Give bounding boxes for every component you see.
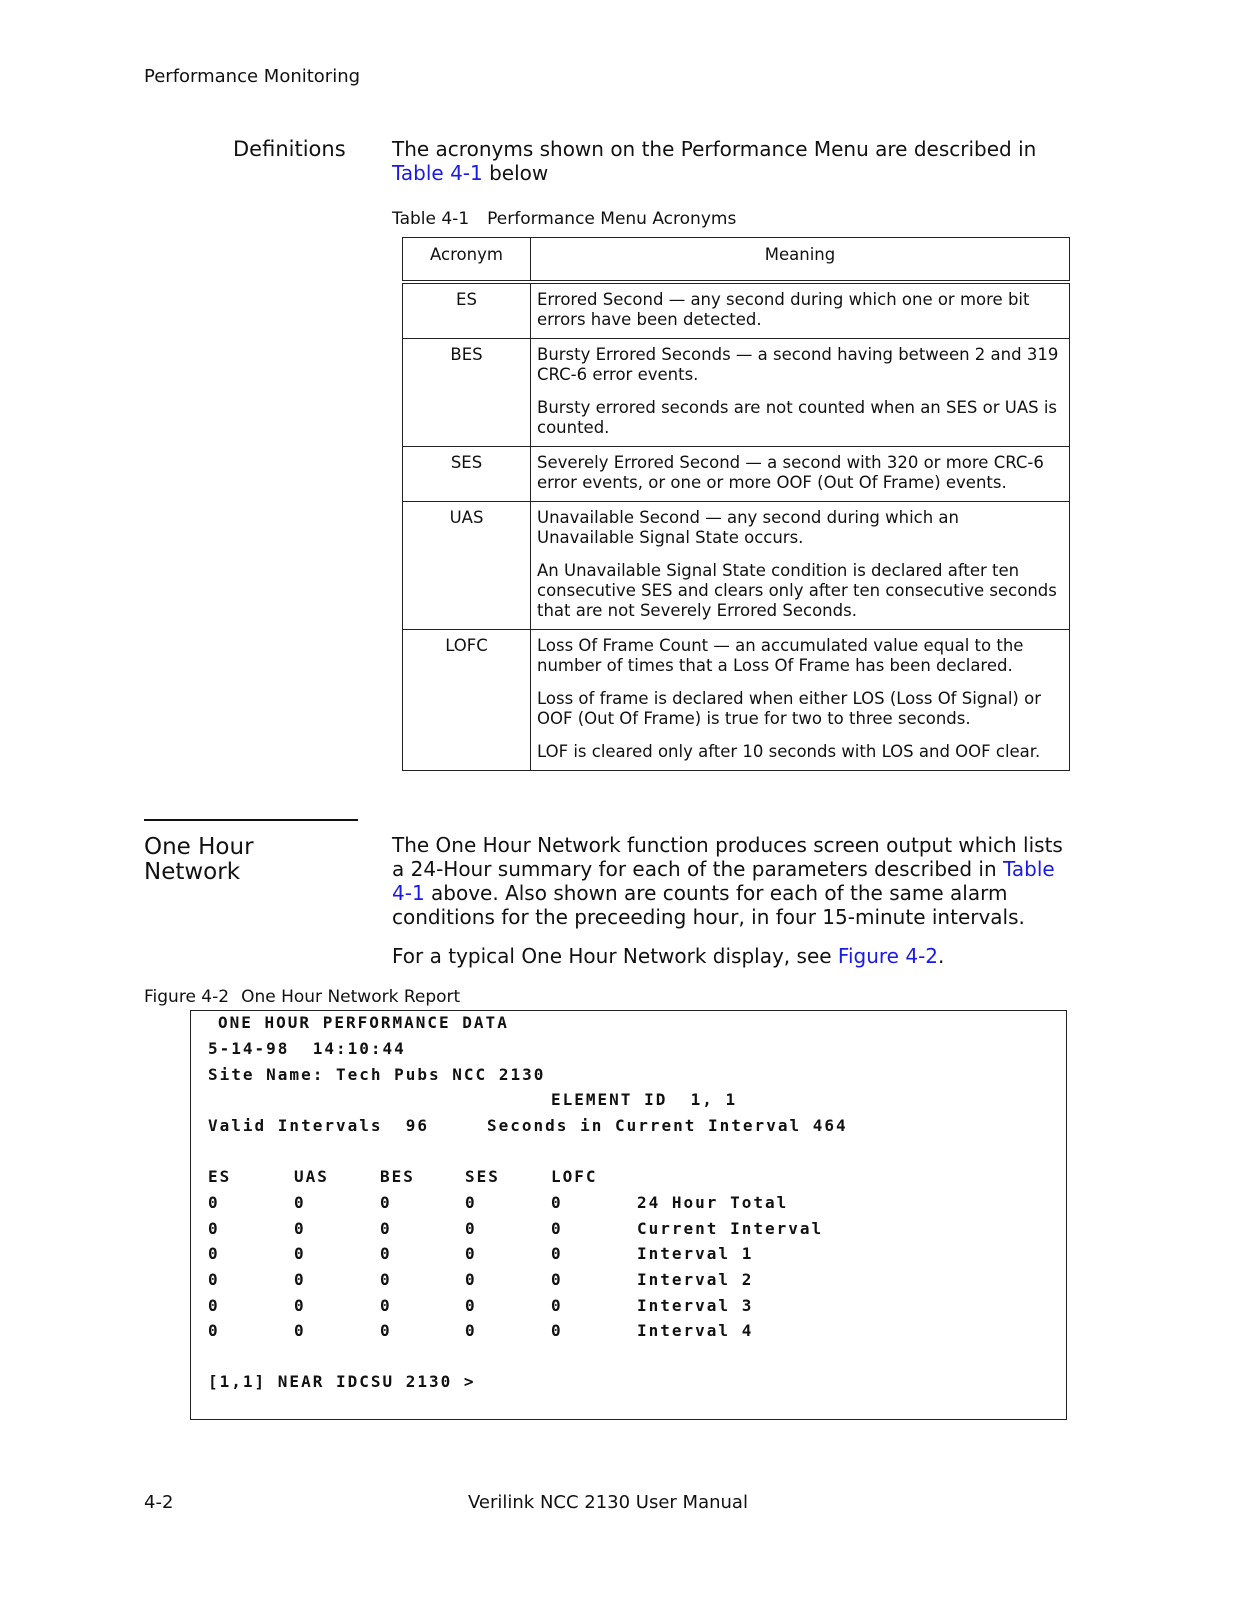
meaning-text: Loss Of Frame Count — an accumulated value equal to the number of times that a Loss Of Frame has been declared. bbox=[537, 636, 1024, 675]
value-ses: 0 bbox=[465, 1321, 477, 1340]
column-header-acronym: Acronym bbox=[403, 238, 531, 283]
acronym-cell: ES bbox=[403, 282, 531, 339]
section-title-definitions: Definitions bbox=[233, 137, 346, 161]
value-lofc: 0 bbox=[551, 1193, 563, 1212]
one-hour-paragraph bbox=[392, 944, 1072, 968]
table-4-1-link[interactable]: Table 4-1 bbox=[392, 161, 483, 185]
value-uas: 0 bbox=[294, 1193, 306, 1212]
value-lofc: 0 bbox=[551, 1219, 563, 1238]
report-element-id: ELEMENT ID 1, 1 bbox=[551, 1090, 738, 1109]
value-ses: 0 bbox=[465, 1270, 477, 1289]
one-hour-text-end: above. Also shown are counts for each of the same alarm conditions for the preceeding hour, in four 15-minute intervals. bbox=[392, 881, 1025, 929]
row-label: Interval 3 bbox=[637, 1296, 754, 1315]
value-lofc: 0 bbox=[551, 1321, 563, 1340]
one-hour-text-end: . bbox=[938, 944, 945, 968]
value-uas: 0 bbox=[294, 1244, 306, 1263]
definitions-text: The acronyms shown on the Performance Menu are described in bbox=[392, 137, 1037, 161]
table-row bbox=[403, 447, 1070, 502]
column-header-es: ES bbox=[208, 1167, 232, 1186]
figure-caption bbox=[144, 987, 460, 1007]
report-title: ONE HOUR PERFORMANCE DATA bbox=[218, 1013, 509, 1032]
row-label: Interval 2 bbox=[637, 1270, 754, 1289]
meaning-text: LOF is cleared only after 10 seconds with LOS and OOF clear. bbox=[537, 742, 1041, 761]
table-row bbox=[403, 630, 1070, 771]
value-uas: 0 bbox=[294, 1270, 306, 1289]
value-es: 0 bbox=[208, 1321, 220, 1340]
value-bes: 0 bbox=[380, 1270, 392, 1289]
column-header-bes: BES bbox=[380, 1167, 415, 1186]
report-datetime: 5-14-98 14:10:44 bbox=[208, 1039, 406, 1058]
acronym-cell: BES bbox=[403, 339, 531, 447]
meaning-text: Bursty errored seconds are not counted when an SES or UAS is counted. bbox=[537, 398, 1058, 437]
value-bes: 0 bbox=[380, 1244, 392, 1263]
value-lofc: 0 bbox=[551, 1244, 563, 1263]
running-header: Performance Monitoring bbox=[144, 66, 361, 87]
value-uas: 0 bbox=[294, 1219, 306, 1238]
column-header-uas: UAS bbox=[294, 1167, 329, 1186]
row-label: Interval 4 bbox=[637, 1321, 754, 1340]
value-bes: 0 bbox=[380, 1193, 392, 1212]
acronym-cell: UAS bbox=[403, 502, 531, 630]
report-seconds-current: Seconds in Current Interval 464 bbox=[487, 1116, 848, 1135]
section-title-one-hour-network: One Hour Network bbox=[144, 834, 254, 885]
column-header-ses: SES bbox=[465, 1167, 500, 1186]
table-4-1-link[interactable]: Table 4-1 bbox=[392, 857, 1055, 905]
value-uas: 0 bbox=[294, 1296, 306, 1315]
column-header-meaning: Meaning bbox=[531, 238, 1070, 283]
row-label: Interval 1 bbox=[637, 1244, 754, 1263]
terminal-report bbox=[190, 1010, 1067, 1420]
meaning-text: An Unavailable Signal State condition is declared after ten consecutive SES and clears only after ten consecutive seconds that are not Severely Errored Seconds. bbox=[537, 561, 1057, 620]
table-caption-number: Table 4-1 bbox=[392, 209, 470, 229]
section-divider bbox=[144, 819, 358, 821]
one-hour-paragraph bbox=[392, 833, 1072, 929]
value-ses: 0 bbox=[465, 1193, 477, 1212]
report-site-name: Site Name: Tech Pubs NCC 2130 bbox=[208, 1065, 546, 1084]
page-number: 4-2 bbox=[144, 1492, 174, 1513]
row-label: 24 Hour Total bbox=[637, 1193, 789, 1212]
one-hour-text: The One Hour Network function produces screen output which lists a 24-Hour summary for each of the parameters described in bbox=[392, 833, 1063, 881]
acronym-cell: SES bbox=[403, 447, 531, 502]
meaning-cell bbox=[531, 282, 1070, 339]
definitions-text-end: below bbox=[482, 161, 549, 185]
value-ses: 0 bbox=[465, 1296, 477, 1315]
table-row bbox=[403, 339, 1070, 447]
value-bes: 0 bbox=[380, 1321, 392, 1340]
value-es: 0 bbox=[208, 1296, 220, 1315]
meaning-text: Unavailable Second — any second during which an Unavailable Signal State occurs. bbox=[537, 508, 959, 547]
value-uas: 0 bbox=[294, 1321, 306, 1340]
meaning-cell bbox=[531, 502, 1070, 630]
value-es: 0 bbox=[208, 1193, 220, 1212]
value-bes: 0 bbox=[380, 1296, 392, 1315]
manual-title: Verilink NCC 2130 User Manual bbox=[468, 1492, 748, 1513]
value-es: 0 bbox=[208, 1270, 220, 1289]
meaning-cell bbox=[531, 339, 1070, 447]
acronyms-table bbox=[402, 237, 1070, 771]
table-caption bbox=[392, 209, 736, 229]
figure-4-2-link[interactable]: Figure 4-2 bbox=[837, 944, 939, 968]
table-header-row bbox=[403, 238, 1070, 283]
value-es: 0 bbox=[208, 1244, 220, 1263]
figure-caption-title: One Hour Network Report bbox=[241, 987, 461, 1007]
definitions-paragraph bbox=[392, 137, 1072, 185]
table-row bbox=[403, 502, 1070, 630]
meaning-cell bbox=[531, 630, 1070, 771]
value-ses: 0 bbox=[465, 1244, 477, 1263]
meaning-text: Bursty Errored Seconds — a second having between 2 and 319 CRC-6 error events. bbox=[537, 345, 1059, 384]
one-hour-text: For a typical One Hour Network display, see bbox=[392, 944, 838, 968]
meaning-text: Errored Second — any second during which one or more bit errors have been detected. bbox=[537, 290, 1030, 329]
column-header-lofc: LOFC bbox=[551, 1167, 598, 1186]
value-lofc: 0 bbox=[551, 1270, 563, 1289]
value-lofc: 0 bbox=[551, 1296, 563, 1315]
one-hour-body bbox=[392, 833, 1072, 983]
meaning-text: Severely Errored Second — a second with 320 or more CRC-6 error events, or one or more OOF (Out Of Frame) events. bbox=[537, 453, 1044, 492]
figure-caption-number: Figure 4-2 bbox=[144, 987, 230, 1007]
value-bes: 0 bbox=[380, 1219, 392, 1238]
meaning-text: Loss of frame is declared when either LOS (Loss Of Signal) or OOF (Out Of Frame) is true for two to three seconds. bbox=[537, 689, 1041, 728]
table-row bbox=[403, 282, 1070, 339]
command-prompt: [1,1] NEAR IDCSU 2130 > bbox=[208, 1372, 476, 1391]
acronym-cell: LOFC bbox=[403, 630, 531, 771]
report-valid-intervals: Valid Intervals 96 bbox=[208, 1116, 430, 1135]
value-es: 0 bbox=[208, 1219, 220, 1238]
meaning-cell bbox=[531, 447, 1070, 502]
table-caption-title: Performance Menu Acronyms bbox=[487, 209, 737, 229]
row-label: Current Interval bbox=[637, 1219, 824, 1238]
value-ses: 0 bbox=[465, 1219, 477, 1238]
